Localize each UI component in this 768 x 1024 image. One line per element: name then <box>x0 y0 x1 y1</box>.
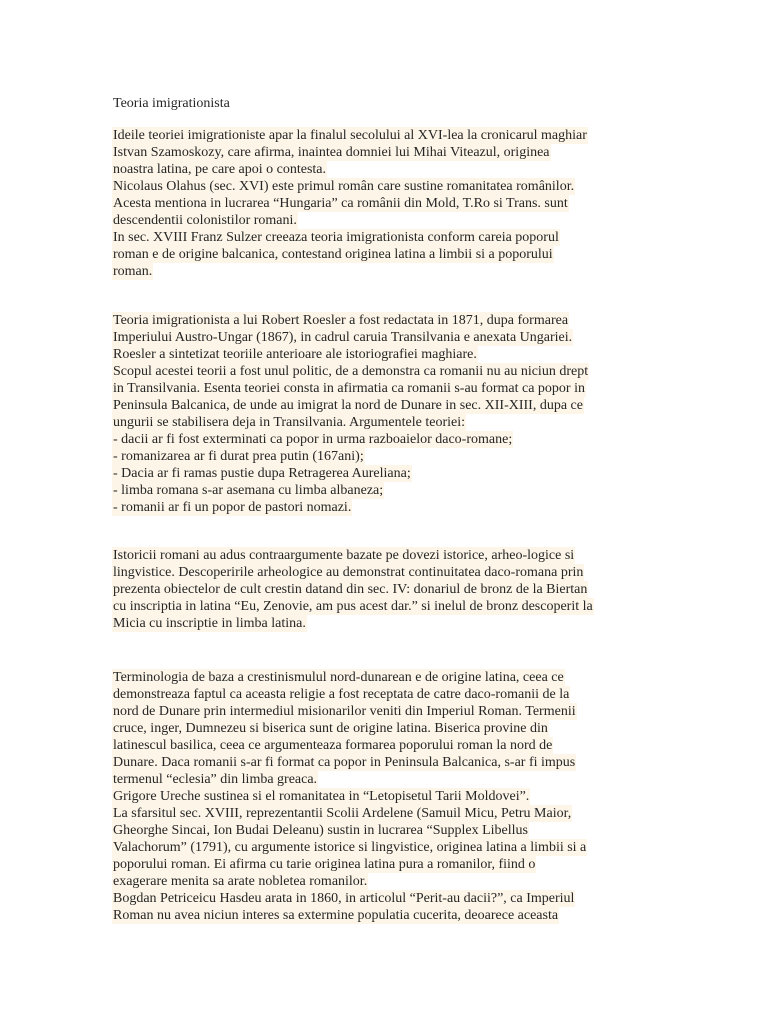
text-line: Imperiului Austro-Ungar (1867), in cadrul caruia Transilvania e anexata Ungariei. <box>113 330 573 345</box>
text-line: Micia cu inscriptie in limba latina. <box>113 616 306 631</box>
text-line: Peninsula Balcanica, de unde au imigrat la nord de Dunare in sec. XII-XIII, dupa ce <box>113 398 583 413</box>
text-line: lingvistice. Descoperirile arheologice au demonstrat continuitatea daco-romana prin <box>113 565 584 580</box>
text-line: Valachorum” (1791), cu argumente istorice si lingvistice, originea latina a limbii si a <box>113 840 587 855</box>
text-line: Nicolaus Olahus (sec. XVI) este primul român care sustine romanitatea românilor. <box>113 179 575 194</box>
text-line: Terminologia de baza a crestinismulul nord-dunarean e de origine latina, ceea ce <box>113 670 564 685</box>
document-title-block <box>112 95 231 112</box>
text-line: nord de Dunare prin intermediul misionarilor veniti din Imperiul Roman. Termenii <box>113 704 576 719</box>
text-line: Dunare. Daca romanii s-ar fi format ca popor in Peninsula Balcanica, s-ar fi impus <box>113 755 576 770</box>
list-item: - romanizarea ar fi durat prea putin (167ani); <box>113 449 364 464</box>
text-line: Gheorghe Sincai, Ion Budai Deleanu) sustin in lucrarea “Supplex Libellus <box>113 823 528 838</box>
text-line: latinescul basilica, ceea ce argumenteaza formarea poporului roman la nord de <box>113 738 553 753</box>
text-line: Acesta mentiona in lucrarea “Hungaria” ca românii din Mold, T.Ro si Trans. sunt <box>113 196 568 211</box>
text-line: in Transilvania. Esenta teoriei consta in afirmatia ca romanii s-au format ca popor in <box>113 381 585 396</box>
text-line: cruce, inger, Dumnezeu si biserica sunt de origine latina. Biserica provine din <box>113 721 548 736</box>
text-line: descendentii colonistilor romani. <box>113 213 297 228</box>
text-line: Ideile teoriei imigrationiste apar la finalul secolului al XVI-lea la cronicarul maghiar <box>113 128 587 143</box>
list-item: - romanii ar fi un popor de pastori nomazi. <box>113 500 352 515</box>
text-line: In sec. XVIII Franz Sulzer creeaza teoria imigrationista conform careia poporul <box>113 230 559 245</box>
text-line: Grigore Ureche sustinea si el romanitatea in “Letopisetul Tarii Moldovei”. <box>113 789 530 804</box>
text-line: Roman nu avea niciun interes sa extermine populatia cucerita, deoarece aceasta <box>113 908 559 923</box>
text-line: prezenta obiectelor de cult crestin datand din sec. IV: donariul de bronz de la Biertan <box>113 582 588 597</box>
text-line: cu inscriptia in latina “Eu, Zenovie, am pus acest dar.” si inelul de bronz descoperit la <box>113 599 593 614</box>
list-item: - Dacia ar fi ramas pustie dupa Retragerea Aureliana; <box>113 466 411 481</box>
text-line: roman. <box>113 264 153 279</box>
text-line: Roesler a sintetizat teoriile anterioare ale istoriografiei maghiare. <box>113 347 477 362</box>
list-item: - limba romana s-ar asemana cu limba albaneza; <box>113 483 384 498</box>
list-item: - dacii ar fi fost exterminati ca popor in urma razboaielor daco-romane; <box>113 432 513 447</box>
text-line: poporului roman. Ei afirma cu tarie originea latina pura a romanilor, fiind o <box>113 857 536 872</box>
text-line: noastra latina, pe care apoi o contesta. <box>113 162 327 177</box>
text-line: exagerare menita sa arate nobletea romanilor. <box>113 874 368 889</box>
paragraph-3 <box>112 547 594 632</box>
text-line: demonstreaza faptul ca aceasta religie a fost receptata de catre daco-romanii de la <box>113 687 570 702</box>
paragraph-4 <box>112 669 587 924</box>
text-line: Bogdan Petriceicu Hasdeu arata in 1860, in articolul “Perit-au dacii?”, ca Imperiul <box>113 891 575 906</box>
text-line: La sfarsitul sec. XVIII, reprezentantii Scolii Ardelene (Samuil Micu, Petru Maior, <box>113 806 572 821</box>
paragraph-2 <box>112 312 589 516</box>
text-line: termenul “eclesia” din limba greaca. <box>113 772 318 787</box>
text-line: Teoria imigrationista a lui Robert Roesler a fost redactata in 1871, dupa formarea <box>113 313 569 328</box>
text-line: Istvan Szamoskozy, care afirma, inaintea domniei lui Mihai Viteazul, originea <box>113 145 550 160</box>
paragraph-1 <box>112 127 588 280</box>
text-line: roman e de origine balcanica, contestand originea latina a limbii si a poporului <box>113 247 553 262</box>
text-line: Scopul acestei teorii a fost unul politic, de a demonstra ca romanii nu au niciun drept <box>113 364 589 379</box>
text-line: Istoricii romani au adus contraargumente bazate pe dovezi istorice, arheo-logice si <box>113 548 575 563</box>
document-title: Teoria imigrationista <box>113 96 230 111</box>
text-line: ungurii se stabilisera deja in Transilvania. Argumentele teoriei: <box>113 415 466 430</box>
